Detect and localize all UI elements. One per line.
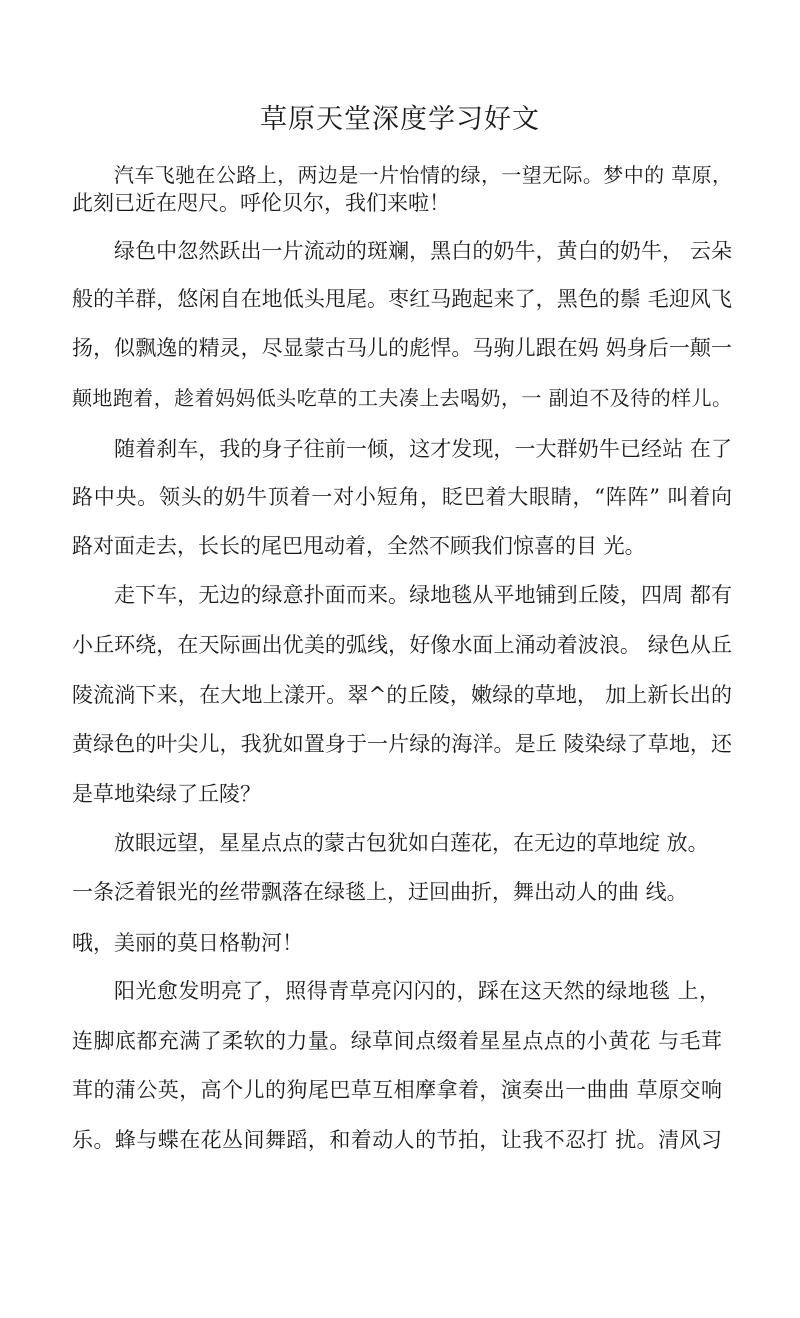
text-line: 小丘环绕，在天际画出优美的弧线，好像水面上涌动着波浪。 绿色从丘	[72, 633, 732, 657]
text-line: 颠地跑着，趁着妈妈低头吃草的工夫凑上去喝奶，一 副迫不及待的样儿。	[72, 386, 732, 410]
text-line: 一条泛着银光的丝带飘落在绿毯上，迂回曲折，舞出动人的曲 线。	[72, 880, 688, 904]
text-line: 连脚底都充满了柔软的力量。绿草间点缀着星星点点的小黄花 与毛茸	[72, 1029, 722, 1053]
text-line: 陵流淌下来，在大地上漾开。翠^的丘陵，嫩绿的草地， 加上新长出的	[72, 683, 732, 707]
text-line: 随着刹车，我的身子往前一倾，这才发现，一大群奶牛已经站 在了	[114, 437, 732, 461]
text-line: 哦，美丽的莫日格勒河！	[72, 931, 303, 955]
text-line: 扬，似飘逸的精灵，尽显蒙古马儿的彪悍。马驹儿跟在妈 妈身后一颠一	[72, 336, 732, 360]
document-title: 草原天堂深度学习好文	[260, 104, 540, 135]
text-line: 路中央。领头的奶牛顶着一对小短角，眨巴着大眼睛，“阵阵” 叫着向	[72, 485, 732, 509]
text-line: 阳光愈发明亮了，照得青草亮闪闪的，踩在这天然的绿地毯 上，	[114, 979, 720, 1003]
text-line: 汽车飞驰在公路上，两边是一片怡情的绿，一望无际。梦中的 草原，	[114, 163, 732, 187]
text-line: 路对面走去，长长的尾巴甩动着，全然不顾我们惊喜的目 光。	[72, 534, 646, 558]
text-line: 茸的蒲公英，高个儿的狗尾巴草互相摩拿着，演奏出一曲曲 草原交响	[72, 1078, 722, 1102]
text-line: 般的羊群，悠闲自在地低头甩尾。枣红马跑起来了，黑色的鬃 毛迎风飞	[72, 287, 732, 311]
text-line: 此刻已近在咫尺。呼伦贝尔，我们来啦！	[72, 191, 450, 215]
text-line: 走下车，无边的绿意扑面而来。绿地毯从平地铺到丘陵，四周 都有	[114, 583, 732, 607]
text-line: 黄绿色的叶尖儿，我犹如置身于一片绿的海洋。是丘 陵染绿了草地，还	[72, 732, 732, 756]
text-line: 乐。蜂与蝶在花丛间舞蹈，和着动人的节拍，让我不忍打 扰。清风习	[72, 1128, 722, 1152]
text-line: 放眼远望，星星点点的蒙古包犹如白莲花，在无边的草地绽 放。	[114, 831, 709, 855]
text-line: 绿色中忽然跃出一片流动的斑斓，黑白的奶牛，黄白的奶牛， 云朵	[114, 239, 732, 263]
text-line: 是草地染绿了丘陵？	[72, 782, 261, 806]
